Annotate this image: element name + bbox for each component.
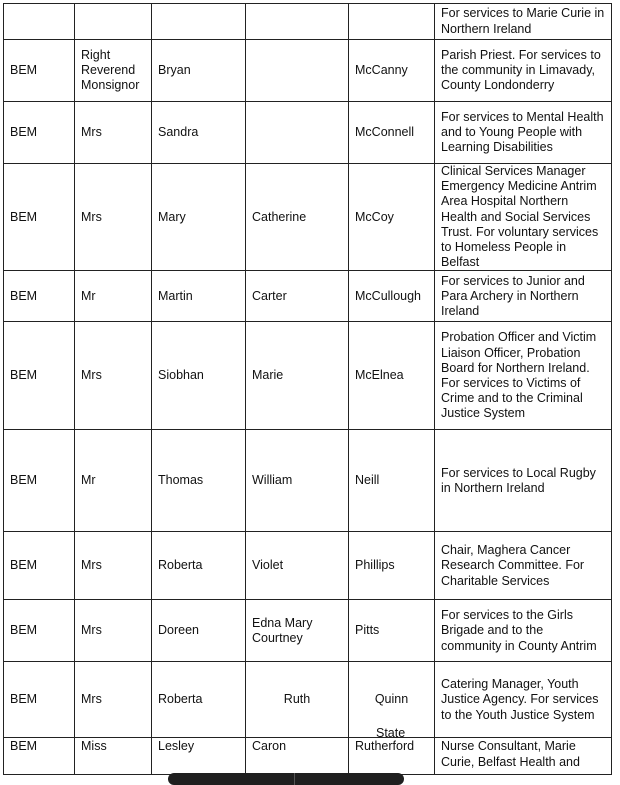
middle-name-cell	[246, 4, 349, 40]
table-row	[4, 271, 612, 322]
citation-cell: For services to Local Rugby in Northern Ireland	[435, 430, 612, 532]
award-cell	[4, 4, 75, 40]
middle-name-cell	[246, 102, 349, 164]
award-cell: BEM	[4, 600, 75, 662]
surname-cell: McCullough	[349, 271, 435, 322]
middle-name-cell: William	[246, 430, 349, 532]
surname-cell: McCanny	[349, 40, 435, 102]
surname-cell: Neill	[349, 430, 435, 532]
citation-cell: For services to Marie Curie in Northern Ireland	[435, 4, 612, 40]
title-cell: Mr	[75, 430, 152, 532]
title-cell: Mrs	[75, 600, 152, 662]
honours-table	[3, 3, 612, 775]
middle-name-cell: Edna Mary Courtney	[246, 600, 349, 662]
forename-cell: Siobhan	[152, 322, 246, 430]
table-row	[4, 102, 612, 164]
forename-cell	[152, 4, 246, 40]
forename-cell: Sandra	[152, 102, 246, 164]
surname-cell: McConnell	[349, 102, 435, 164]
citation-cell: For services to Junior and Para Archery in Northern Ireland	[435, 271, 612, 322]
middle-name-cell: Carter	[246, 271, 349, 322]
citation-cell: Catering Manager, Youth Justice Agency. For services to the Youth Justice System	[435, 662, 612, 738]
surname-cell: Quinn	[349, 662, 435, 738]
table-row	[4, 662, 612, 738]
table-row	[4, 430, 612, 532]
forename-cell: Bryan	[152, 40, 246, 102]
horizontal-scrollbar[interactable]	[168, 773, 404, 785]
title-cell	[75, 4, 152, 40]
award-cell: BEM	[4, 532, 75, 600]
table-row	[4, 322, 612, 430]
title-cell: Mr	[75, 271, 152, 322]
scrollbar-divider	[294, 773, 295, 785]
table-row	[4, 4, 612, 40]
citation-cell: Probation Officer and Victim Liaison Officer, Probation Board for Northern Ireland. For services to Victims of Crime and to the Criminal Justice System	[435, 322, 612, 430]
citation-cell: Parish Priest. For services to the community in Limavady, County Londonderry	[435, 40, 612, 102]
table-row	[4, 738, 612, 775]
award-cell: BEM	[4, 164, 75, 271]
table-row	[4, 532, 612, 600]
surname-cell: Phillips	[349, 532, 435, 600]
forename-cell: Roberta	[152, 532, 246, 600]
forename-cell: Martin	[152, 271, 246, 322]
citation-cell: Chair, Maghera Cancer Research Committee. For Charitable Services	[435, 532, 612, 600]
title-cell: Mrs	[75, 532, 152, 600]
title-cell: Mrs	[75, 102, 152, 164]
middle-name-cell: Ruth	[246, 662, 349, 738]
surname-cell: McCoy	[349, 164, 435, 271]
award-cell: BEM	[4, 271, 75, 322]
middle-name-cell: Violet	[246, 532, 349, 600]
title-cell: Mrs	[75, 164, 152, 271]
award-cell: BEM	[4, 662, 75, 738]
middle-name-cell	[246, 40, 349, 102]
surname-cell: Pitts	[349, 600, 435, 662]
award-cell: BEM	[4, 322, 75, 430]
title-cell: Right Reverend Monsignor	[75, 40, 152, 102]
title-cell: Mrs	[75, 662, 152, 738]
citation-cell: For services to Mental Health and to Young People with Learning Disabilities	[435, 102, 612, 164]
citation-cell: For services to the Girls Brigade and to the community in County Antrim	[435, 600, 612, 662]
overflow-text-state: State	[376, 726, 406, 740]
middle-name-cell: Marie	[246, 322, 349, 430]
surname-cell: Rutherford	[349, 738, 435, 775]
citation-cell: Clinical Services Manager Emergency Medicine Antrim Area Hospital Northern Health and Social Services Trust. For voluntary services to Homeless People in Belfast	[435, 164, 612, 271]
middle-name-cell: Caron	[246, 738, 349, 775]
surname-cell: McElnea	[349, 322, 435, 430]
middle-name-cell: Catherine	[246, 164, 349, 271]
table-row	[4, 600, 612, 662]
forename-cell: Mary	[152, 164, 246, 271]
forename-cell: Lesley	[152, 738, 246, 775]
table-row	[4, 40, 612, 102]
forename-cell: Doreen	[152, 600, 246, 662]
surname-cell	[349, 4, 435, 40]
table-row	[4, 164, 612, 271]
title-cell: Mrs	[75, 322, 152, 430]
forename-cell: Roberta	[152, 662, 246, 738]
award-cell: BEM	[4, 102, 75, 164]
forename-cell: Thomas	[152, 430, 246, 532]
award-cell: BEM	[4, 40, 75, 102]
citation-cell: Nurse Consultant, Marie Curie, Belfast Health and	[435, 738, 612, 775]
award-cell: BEM	[4, 430, 75, 532]
title-cell: Miss	[75, 738, 152, 775]
award-cell: BEM	[4, 738, 75, 775]
